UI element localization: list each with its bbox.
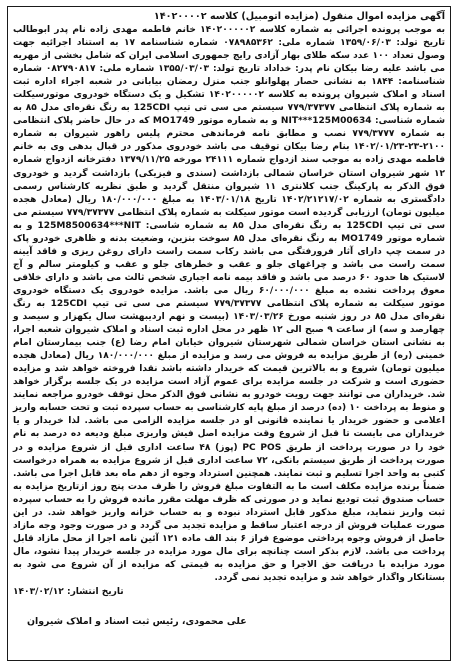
publish-date: تاریخ انتشار: ۱۴۰۳/۰۲/۱۲ (13, 587, 124, 598)
signature: علی محمودی، رئیس ثبت اسناد و املاک شیروان (27, 616, 247, 628)
auction-notice (7, 6, 451, 661)
notice-body: به موجب پرونده اجرائی به شماره کلاسه ۱۴۰۲۰۰۰۰۰۲ خانم فاطمه مهدی زاده نام پدر ابوطالب تاریخ تولد: ۱۳۵۹/۰۶/۰۳ شماره ملی: ۰۷۸۹۸۵۳۶۲ شماره شناسنامه ۱۷ به استناد اجرائیه جهت وصول تعداد ۱۰۰ عدد سکه طلای بهار آزادی رایج جمهوری اسلامی ایران که شامل بخشی از مهریه می باشد علیه رضا بیکان نام پدر: خداداد تاریخ تولد: ۱۳۵۵/۰۳/۰۳ شماره ملی: ۰۸۲۷۹۰۸۱۷ شماره شناسنامه: ۱۸۴۴ به نشانی حصار پهلوانلو جنب منزل رمضان بیابانی در شعبه اجراء اداره ثبت اسناد و املاک شیروان پرونده به کلاسه ۱۴۰۲۰۰۰۰۰۲ تشکیل و یک دستگاه خودروی موتورسیکلت به شماره پلاک انتظامی ۷۷۹/۳۷۳۷۷ سیستم می سی تی تیپ 125CDI به رنگ نقره‌ای مدل ۸۵ به شماره شناسی: NIT***125M00634 و به شماره موتور MO1749 که در حال حاضر پلاک انتظامی به شماره ۷۷۹/۳۷۷۷ نصب و مطابق نامه فرماندهی محترم پلیس راهور شیروان به شماره ۲۱۰۰-۲۳-۱۴۰۲/۰۱/۲۳ بنام رضا بیکان توقیف می باشد خودروی مذکور در قبال بدهی وی به خانم فاطمه مهدی زاده به موجب سند ازدواج شماره ۲۴۱۱۱ مورخه ۱۳۷۹/۱۱/۲۵ دفترخانه ازدواج شماره ۱۲ شهر شیروان استان خراسان شمالی بازداشت (سندی و فیزیکی) بازداشت گردید و خودروی فوق الذکر به پارکینگ جنب کلانتری ۱۱ شیروان منتقل گردید و طبق نظریه کارشناس رسمی دادگستری به شماره ۱۴۰۲/۲۱۲۱۷/۰۲ تاریخ ۱۴۰۳/۰۱/۱۸ به مبلغ ۱۸۰/۰۰۰/۰۰۰ ریال (معادل هجده میلیون تومان) ارزیابی گردیده است موتور سیکلت به شماره پلاک انتظامی ۷۷۹/۳۷۳۷۷ سیستم می سی تی تیپ 125CDI به رنگ نقره‌ای مدل ۸۵ به شماره شاسی: 125M8500634***NIT و به شماره موتور MO1749 به رنگ نقره‌ای مدل ۸۵ سوخت بنزین، وضعیت بدنه و ظاهری خودرو پاک در سمت چپ دارای آثار فرورفتگی می باشد رکاب سمت راست دارای روغن ریزی و فاقد آیینه سمت راست می باشد و چراغهای جلو و عقب و خطرهای جلو و عقب و کیلومتر سالم و آج لاستیک ها حدود ۶۰ درصد می باشد و فاقد بیمه نامه اجباری شخص ثالث می باشد و دارای خلافی معوق پرداخت نشده به مبلغ ۶۰/۰۰۰/۰۰۰ ریال می باشد. مزایده خودروی یک دستگاه خودروی موتور سیکلت به شماره پلاک انتظامی ۷۷۹/۳۷۳۷۷ سیستم می سی تی تیپ 125CDI به رنگ نقره‌ای مدل ۸۵ در روز شنبه مورخ ۱۴۰۳/۰۳/۲۶ (بیست و نهم اردیبهشت سال یکهزار و سیصد و چهارصد و سه) از ساعت ۹ صبح الی ۱۲ ظهر در محل اداره ثبت اسناد و املاک شیروان شعبه اجرا، به نشانی استان خراسان شمالی شهرستان شیروان خیابان امام رضا (ع) جنب بیمارستان امام خمینی (ره) از طریق مزایده به فروش می رسد و مزایده از مبلغ ۱۸۰/۰۰۰/۰۰۰ ریال (معادل هجده میلیون تومان) شروع و به بالاترین قیمت که خریدار داشته باشد نقدا فروخته خواهد شد و مزایده حضوری است و شرکت در جلسه مزایده برای عموم آزاد است مزایده در یک جلسه برگزار خواهد شد. خریداران می توانند جهت رویت خودرو به نشانی فوق الذکر محل توقف خودرو مراجعه نمایند و منوط به پرداخت ۱۰ (ده) درصد از مبلغ پایه کارشناسی به حساب سپرده ثبت و تحت حسابه واریز اعلامی و حضور خریدار یا نماینده قانونی او در جلسه مزایده الزامی می باشد. لذا خریدار و یا خریداران می بایست تا قبل از شروع وقت مزایده اصل فیش واریزی مبلغ ودیعه ده درصد به نام خود را در صورت پرداخت از طریق PC POS (پوز) ۴۸ ساعت اداری قبل از شروع مزایده و در صورت پرداخت از طریق سیستم بانکی، ۷۲ ساعت اداری قبل از شروع مزایده به همراه درخواست کتبی به واحد اجرا تسلیم و ثبت نمایند. همچنین استرداد وجوه از دهم ماه بعد قابل اجرا می باشد. ضمناً برنده مزایده مکلف است ما به التفاوت مبلغ فروش را ظرف مدت پنج روز ازتاریخ مزایده به حساب صندوق ثبت تودیع نماید و در صورتی که ظرف مهلت مقرر مانده فروش را به حساب سپرده ثبت واریز ننماید، مبلغ مذکور قابل استرداد نبوده و به حساب خزانه واریز خواهد شد. در این صورت عملیات فروش از درجه اعتبار ساقط و مزایده تجدید می گردد و در صورت وجود وجه مازاد حاصل از فروش وجوه پرداختی موضوع فراز ۶ بند الف ماده ۱۲۱ آئین نامه اجرا از محل مازاد قابل پرداخت می باشد. لازم بذکر است چنانچه برای مال مورد مزایده در جلسه خریدار پیدا نشود، مال مورد مزایده با دریافت حق الاجرا و حق مزایده به قیمتی که مزایده از آن شروع می شود به بستانکار واگذار خواهد شد و مزایده تجدید نمی گردد. (13, 25, 446, 583)
notice-title: آگهی مزایده اموال منقول (مزایده اتومبیل) کلاسه ۱۴۰۲۰۰۰۰۲ (153, 11, 445, 22)
